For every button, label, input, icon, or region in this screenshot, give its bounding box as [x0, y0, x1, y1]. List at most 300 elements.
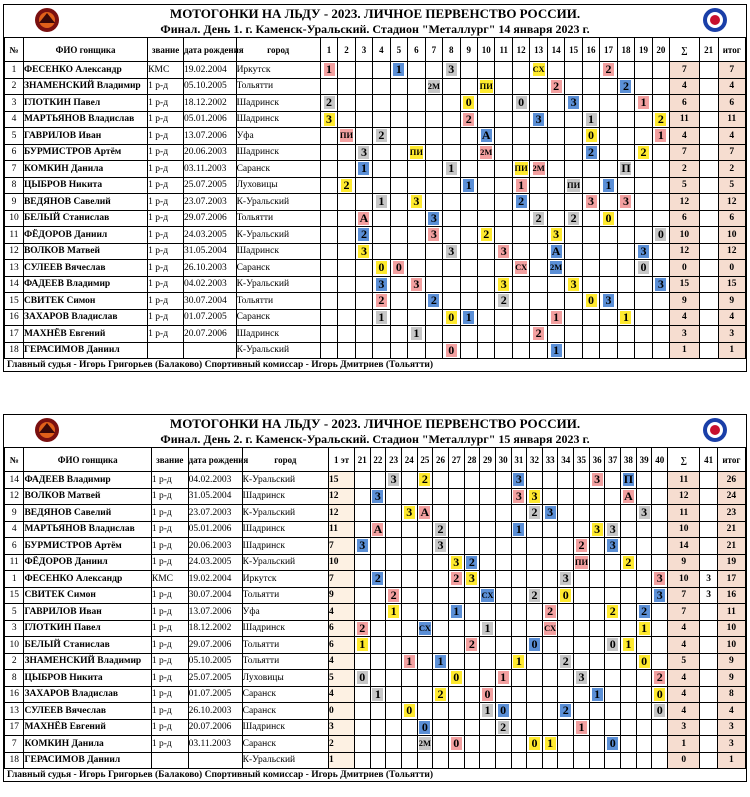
column-header: ФИО гонщика [23, 38, 147, 62]
heat-cell [390, 78, 407, 95]
heat-cell [582, 309, 599, 326]
table-row [5, 488, 746, 505]
rider-city: Шадринск [242, 620, 328, 637]
heat-cell [652, 144, 669, 161]
rider-birthdate: 29.07.2006 [188, 637, 242, 654]
heat-cell [417, 472, 433, 489]
rider-birthdate: 30.07.2004 [188, 587, 242, 604]
heat-cell [460, 78, 477, 95]
rider-number: 14 [5, 276, 24, 293]
heat-result: 0 [516, 96, 527, 109]
heat-cell [635, 161, 652, 178]
heat-cell [621, 521, 637, 538]
rider-rank: 1 р-д [148, 161, 184, 178]
total-points: 24 [717, 488, 745, 505]
heat-result: 2 [466, 638, 477, 651]
heat-cell [542, 752, 558, 769]
heat-cell [448, 538, 464, 555]
heat-cell [495, 620, 511, 637]
heat-cell [478, 95, 495, 112]
stage-1-points: 15 [329, 472, 355, 489]
stage-1-points: 7 [329, 538, 355, 555]
heat-cell [320, 62, 337, 79]
heat-cell [605, 571, 621, 588]
column-header: 35 [574, 448, 590, 472]
protocol-day-2 [3, 414, 747, 782]
heat-cell [574, 587, 590, 604]
heat-cell [652, 62, 669, 79]
rider-birthdate: 19.02.2004 [183, 62, 236, 79]
heat-cell [511, 703, 527, 720]
heat-cell [417, 670, 433, 687]
rider-city: Тольятти [242, 587, 328, 604]
heat-result: 2 [639, 605, 650, 618]
heat-cell [338, 243, 355, 260]
column-header: 24 [401, 448, 417, 472]
heat-cell [547, 243, 564, 260]
heat-cell [565, 342, 582, 359]
heat-cell [636, 620, 652, 637]
heat-cell [617, 62, 634, 79]
table-row [5, 472, 746, 489]
total-points: 4 [718, 128, 745, 145]
heat-cell [652, 342, 669, 359]
heat-cell [495, 227, 512, 244]
column-header: 34 [558, 448, 574, 472]
heat-cell [600, 78, 617, 95]
heat-cell [433, 538, 449, 555]
heat-cell [373, 276, 390, 293]
heat-cell [320, 78, 337, 95]
rider-name: ЗАХАРОВ Владислав [24, 686, 151, 703]
heat-cell [373, 128, 390, 145]
column-header: 19 [635, 38, 652, 62]
heat-cell [636, 637, 652, 654]
rider-birthdate: 29.07.2006 [183, 210, 236, 227]
heat-cell [433, 670, 449, 687]
stage-1-points: 11 [329, 521, 355, 538]
heat-cell [417, 637, 433, 654]
heat-result: 2 [357, 622, 368, 635]
heat-cell [478, 78, 495, 95]
heat-cell [542, 488, 558, 505]
total-points: 9 [718, 293, 745, 310]
heat-cell [433, 505, 449, 522]
rider-number: 11 [5, 227, 24, 244]
rider-city: Шадринск [236, 243, 320, 260]
heat-cell [478, 326, 495, 343]
rider-name: ФЁДОРОВ Даниил [24, 554, 151, 571]
rider-city: Уфа [242, 604, 328, 621]
rider-birthdate: 05.10.2005 [183, 78, 236, 95]
heat-cell [565, 243, 582, 260]
table-row [5, 342, 746, 359]
column-header: дата рождения [183, 38, 236, 62]
rider-birthdate: 03.11.2003 [183, 161, 236, 178]
heat-cell [425, 276, 442, 293]
heat-result: 3 [576, 671, 587, 684]
heat-cell [417, 736, 433, 753]
heat-result: 3 [607, 523, 618, 536]
heat-cell [600, 276, 617, 293]
heat-cell [512, 128, 529, 145]
heat-cell [530, 227, 547, 244]
heat-result: СХ [544, 622, 557, 633]
heat-result: 1 [372, 688, 383, 701]
heat-cell [565, 111, 582, 128]
heat-cell [448, 653, 464, 670]
protocol-title: МОТОГОНКИ НА ЛЬДУ - 2023. ЛИЧНОЕ ПЕРВЕНСТВО РОССИИ. [169, 6, 581, 21]
heat-cell [460, 326, 477, 343]
heat-result: А [624, 488, 633, 503]
heat-cell [386, 604, 402, 621]
heat-result: А [373, 521, 383, 536]
heat-cell [652, 670, 668, 687]
club-logo-icon [34, 417, 60, 443]
points-sum: 1 [668, 736, 700, 753]
column-header: 1 [320, 38, 337, 62]
heat-cell [373, 78, 390, 95]
table-row [5, 62, 746, 79]
heat-cell [652, 227, 669, 244]
column-header: дата рождения [188, 448, 242, 472]
heat-result: 0 [451, 671, 462, 684]
heat-cell [338, 276, 355, 293]
heat-result: 1 [435, 655, 446, 668]
heat-result: 2 [568, 212, 579, 225]
column-header: 25 [417, 448, 433, 472]
heat-cell [390, 144, 407, 161]
heat-cell [448, 703, 464, 720]
heat-cell [448, 620, 464, 637]
heat-cell [460, 293, 477, 310]
heat-cell [635, 326, 652, 343]
heat-cell [355, 144, 372, 161]
heat-cell [448, 736, 464, 753]
rider-name: БУРМИСТРОВ Артём [23, 144, 147, 161]
heat-result: 1 [620, 311, 631, 324]
heat-result: 1 [498, 671, 509, 684]
column-header: 5 [390, 38, 407, 62]
points-sum: 7 [668, 604, 700, 621]
points-sum: 7 [670, 144, 699, 161]
heat-cell [558, 538, 574, 555]
heat-result: 3 [513, 473, 524, 486]
table-row [5, 161, 746, 178]
heat-cell [652, 210, 669, 227]
heat-cell [511, 670, 527, 687]
total-points: 4 [717, 703, 745, 720]
total-points: 8 [717, 686, 745, 703]
heat-cell [355, 62, 372, 79]
heat-cell [354, 620, 370, 637]
heat-cell [408, 95, 425, 112]
rider-number: 12 [5, 488, 24, 505]
heat-cell [433, 587, 449, 604]
total-points: 16 [717, 587, 745, 604]
heat-cell [621, 620, 637, 637]
rider-city: Саранск [236, 260, 320, 277]
heat-cell [417, 703, 433, 720]
heat-cell [370, 752, 386, 769]
rider-number: 7 [5, 736, 24, 753]
heat-cell [386, 521, 402, 538]
rider-rank: 1 р-д [148, 177, 184, 194]
table-row [5, 326, 746, 343]
results-table-day-1 [4, 37, 746, 359]
heat-cell [565, 78, 582, 95]
heat-cell [433, 620, 449, 637]
heat-cell [480, 604, 496, 621]
heat-cell [558, 587, 574, 604]
heat-cell [373, 326, 390, 343]
rider-number: 18 [5, 752, 24, 769]
heat-cell [355, 161, 372, 178]
column-header: 10 [478, 38, 495, 62]
table-row [5, 144, 746, 161]
column-header: 7 [425, 38, 442, 62]
heat-result: 1 [463, 311, 474, 324]
heat-result: А [481, 128, 491, 143]
heat-cell [320, 144, 337, 161]
heat-cell [617, 260, 634, 277]
column-header: 15 [565, 38, 582, 62]
heat-cell [401, 752, 417, 769]
heat-cell [495, 111, 512, 128]
rider-rank: 1 р-д [148, 78, 184, 95]
heat-cell [370, 538, 386, 555]
heat-cell [652, 161, 669, 178]
heat-cell [478, 177, 495, 194]
heat-cell [386, 736, 402, 753]
rider-city: Шадринск [236, 111, 320, 128]
heat-cell [417, 653, 433, 670]
heat-cell [480, 637, 496, 654]
heat-cell [401, 538, 417, 555]
heat-cell [401, 488, 417, 505]
rider-city: Саранск [236, 309, 320, 326]
points-sum: 4 [668, 620, 700, 637]
heat-result: 0 [463, 96, 474, 109]
heat-result: 2 [545, 605, 556, 618]
rider-birthdate: 24.03.2005 [183, 227, 236, 244]
heat-cell [386, 686, 402, 703]
column-header: 40 [652, 448, 668, 472]
heat-cell [530, 95, 547, 112]
heat-cell [408, 309, 425, 326]
heat-cell [373, 111, 390, 128]
heat-cell [565, 128, 582, 145]
heat-cell [542, 719, 558, 736]
points-sum: 10 [668, 521, 700, 538]
heat-result: 3 [639, 506, 650, 519]
heat-cell [547, 293, 564, 310]
heat-cell [617, 243, 634, 260]
rider-rank: 1 р-д [151, 554, 188, 571]
heat-cell [433, 571, 449, 588]
total-points: 17 [717, 571, 745, 588]
rider-rank: 1 р-д [148, 309, 184, 326]
heat-cell [443, 161, 460, 178]
protocol-header [4, 415, 746, 447]
rider-birthdate: 04.02.2003 [188, 472, 242, 489]
rider-city: Шадринск [236, 144, 320, 161]
heat-cell [408, 293, 425, 310]
heat-cell [512, 342, 529, 359]
heat-cell [574, 620, 590, 637]
heat-cell [390, 309, 407, 326]
heat-result: 1 [358, 162, 369, 175]
heat-cell [512, 260, 529, 277]
rider-number: 2 [5, 653, 24, 670]
heat-cell [417, 752, 433, 769]
heat-cell [370, 521, 386, 538]
rider-number: 3 [5, 95, 24, 112]
heat-cell [417, 538, 433, 555]
heat-cell [460, 342, 477, 359]
protocol-day-1 [3, 4, 747, 372]
points-sum: 6 [670, 210, 699, 227]
heat-cell [338, 95, 355, 112]
heat-result: 3 [404, 506, 415, 519]
heat-result: 2 [463, 113, 474, 126]
heat-cell [565, 326, 582, 343]
rider-rank: 1 р-д [148, 276, 184, 293]
column-header: 21 [354, 448, 370, 472]
heat-cell [511, 719, 527, 736]
heat-result: 2 [435, 523, 446, 536]
extra-heat [699, 161, 718, 178]
heat-result: 2 [576, 539, 587, 552]
heat-result: 1 [592, 688, 603, 701]
heat-cell [390, 342, 407, 359]
table-row [5, 538, 746, 555]
heat-cell [652, 505, 668, 522]
heat-cell [547, 309, 564, 326]
heat-cell [574, 719, 590, 736]
column-header: итог [717, 448, 745, 472]
heat-result: 2 [466, 556, 477, 569]
rider-rank: 1 р-д [148, 210, 184, 227]
rider-number: 4 [5, 521, 24, 538]
heat-cell [511, 571, 527, 588]
extra-heat [699, 144, 718, 161]
heat-cell [355, 326, 372, 343]
heat-cell [373, 177, 390, 194]
heat-cell [354, 736, 370, 753]
heat-result: 2 [623, 556, 634, 569]
heat-result: 2 [533, 327, 544, 340]
column-header: 2 [338, 38, 355, 62]
heat-cell [600, 309, 617, 326]
rider-name: СВИТЕК Симон [23, 293, 147, 310]
heat-cell [464, 538, 480, 555]
extra-heat [699, 276, 718, 293]
heat-cell [565, 95, 582, 112]
rider-rank: 1 р-д [151, 587, 188, 604]
heat-cell [443, 62, 460, 79]
rider-name: ЗНАМЕНСКИЙ Владимир [23, 78, 147, 95]
heat-result: 1 [376, 311, 387, 324]
rider-birthdate: 26.10.2003 [183, 260, 236, 277]
heat-cell [373, 95, 390, 112]
heat-cell [600, 326, 617, 343]
heat-cell [373, 309, 390, 326]
rider-number: 4 [5, 111, 24, 128]
column-header: звание [151, 448, 188, 472]
heat-cell [600, 342, 617, 359]
total-points: 9 [717, 670, 745, 687]
total-points: 4 [718, 78, 745, 95]
rider-rank: 1 р-д [151, 719, 188, 736]
heat-cell [338, 210, 355, 227]
protocol-title: МОТОГОНКИ НА ЛЬДУ - 2023. ЛИЧНОЕ ПЕРВЕНСТВО РОССИИ. [169, 416, 581, 431]
heat-cell [589, 686, 605, 703]
heat-cell [401, 587, 417, 604]
rider-number: 5 [5, 604, 24, 621]
rider-name: СВИТЕК Симон [24, 587, 151, 604]
heat-cell [370, 719, 386, 736]
rider-rank [151, 752, 188, 769]
heat-cell [605, 686, 621, 703]
total-points: 26 [717, 472, 745, 489]
heat-cell [547, 128, 564, 145]
heat-cell [511, 505, 527, 522]
heat-cell [512, 326, 529, 343]
column-header: 27 [448, 448, 464, 472]
heat-cell [448, 670, 464, 687]
heat-cell [433, 736, 449, 753]
rider-rank: 1 р-д [148, 194, 184, 211]
heat-result: 0 [607, 638, 618, 651]
rider-birthdate: 13.07.2006 [183, 128, 236, 145]
heat-cell [408, 326, 425, 343]
heat-result: 3 [654, 589, 665, 602]
heat-result: 2 [516, 195, 527, 208]
rider-birthdate: 20.07.2006 [183, 326, 236, 343]
heat-result: 2 [428, 294, 439, 307]
heat-cell [390, 194, 407, 211]
heat-cell [495, 210, 512, 227]
heat-cell [464, 686, 480, 703]
heat-cell [542, 521, 558, 538]
heat-cell [530, 243, 547, 260]
heat-result: 3 [428, 228, 439, 241]
rider-birthdate: 24.03.2005 [188, 554, 242, 571]
heat-cell [338, 227, 355, 244]
heat-cell [448, 604, 464, 621]
heat-cell [495, 686, 511, 703]
heat-cell [589, 703, 605, 720]
rider-name: ЦЫБРОВ Никита [24, 670, 151, 687]
rider-birthdate: 31.05.2004 [183, 243, 236, 260]
heat-cell [460, 62, 477, 79]
rider-city: Шадринск [242, 521, 328, 538]
heat-cell [605, 472, 621, 489]
total-points: 21 [717, 538, 745, 555]
heat-result: 0 [586, 294, 597, 307]
heat-cell [574, 472, 590, 489]
rider-name: ГЛОТКИН Павел [24, 620, 151, 637]
heat-cell [574, 554, 590, 571]
extra-heat [699, 78, 718, 95]
heat-cell [408, 276, 425, 293]
rider-birthdate: 18.12.2002 [188, 620, 242, 637]
heat-result: 2 [498, 294, 509, 307]
heat-cell [425, 128, 442, 145]
heat-cell [558, 505, 574, 522]
heat-cell [527, 538, 543, 555]
